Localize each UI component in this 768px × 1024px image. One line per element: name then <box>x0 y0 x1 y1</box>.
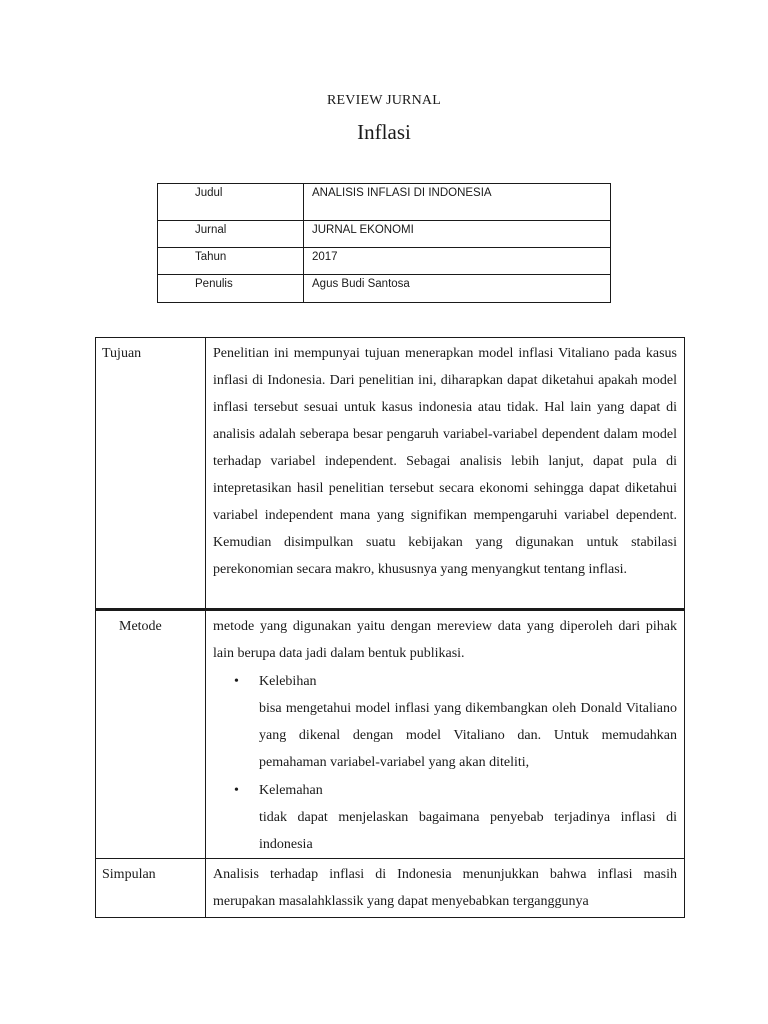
kelebihan-title: Kelebihan <box>259 674 317 689</box>
bullet-icon: • <box>234 783 239 798</box>
kelemahan-text: tidak dapat menjelaskan bagaimana penyebab terjadinya inflasi di indonesia <box>259 810 677 852</box>
row-label: Metode <box>96 610 206 859</box>
info-row-judul <box>158 184 611 221</box>
row-label: Tujuan <box>96 338 206 610</box>
metode-cell <box>206 610 685 859</box>
info-value: 2017 <box>304 248 611 275</box>
info-row-jurnal <box>158 221 611 248</box>
info-value: ANALISIS INFLASI DI INDONESIA <box>304 184 611 221</box>
bullet-icon: • <box>234 674 239 689</box>
info-value: JURNAL EKONOMI <box>304 221 611 248</box>
tujuan-text: Penelitian ini mempunyai tujuan menerapkan model inflasi Vitaliano pada kasus inflasi di Indonesia. Dari penelitian ini, diharapkan dapat diketahui apakah model inflasi tersebut sesuai untuk kasus indonesia atau tidak. Hal lain yang dapat di analisis adalah seberapa besar pengaruh variabel-variabel dependent dalam model terhadap variabel independent. Sebagai analisis lebih lanjut, dapat pula di intepretasikan hasil penelitian tersebut secara ekonomi sehingga dapat diketahui variabel independent mana yang signifikan mempengaruhi variabel dependent. Kemudian disimpulkan suatu kebijakan yang digunakan untuk stabilasi perekonomian secara makro, khususnya yang menyangkut tentang inflasi. <box>206 338 685 610</box>
metode-text: metode yang digunakan yaitu dengan mereview data yang diperoleh dari pihak lain berupa data jadi dalam bentuk publikasi. <box>213 619 677 661</box>
kelebihan-text: bisa mengetahui model inflasi yang dikembangkan oleh Donald Vitaliano yang dikenal dengan model Vitaliano dan. Untuk memudahkan pemahaman variabel-variabel yang akan diteliti, <box>259 701 677 770</box>
info-row-penulis <box>158 275 611 303</box>
doc-type-heading: REVIEW JURNAL <box>327 93 441 108</box>
info-label: Judul <box>158 184 304 221</box>
review-table <box>95 337 685 918</box>
review-row-simpulan <box>96 859 685 918</box>
info-label: Penulis <box>158 275 304 303</box>
info-row-tahun <box>158 248 611 275</box>
review-row-tujuan <box>96 338 685 610</box>
kelebihan-item <box>213 668 677 695</box>
kelemahan-item <box>213 777 677 804</box>
kelemahan-title: Kelemahan <box>259 783 323 798</box>
info-table <box>157 183 611 303</box>
info-label: Jurnal <box>158 221 304 248</box>
review-row-metode <box>96 610 685 859</box>
info-value: Agus Budi Santosa <box>304 275 611 303</box>
info-label: Tahun <box>158 248 304 275</box>
topic-title: Inflasi <box>357 120 411 144</box>
row-label: Simpulan <box>96 859 206 918</box>
simpulan-text: Analisis terhadap inflasi di Indonesia menunjukkan bahwa inflasi masih merupakan masalahklassik yang dapat menyebabkan terganggunya <box>206 859 685 918</box>
